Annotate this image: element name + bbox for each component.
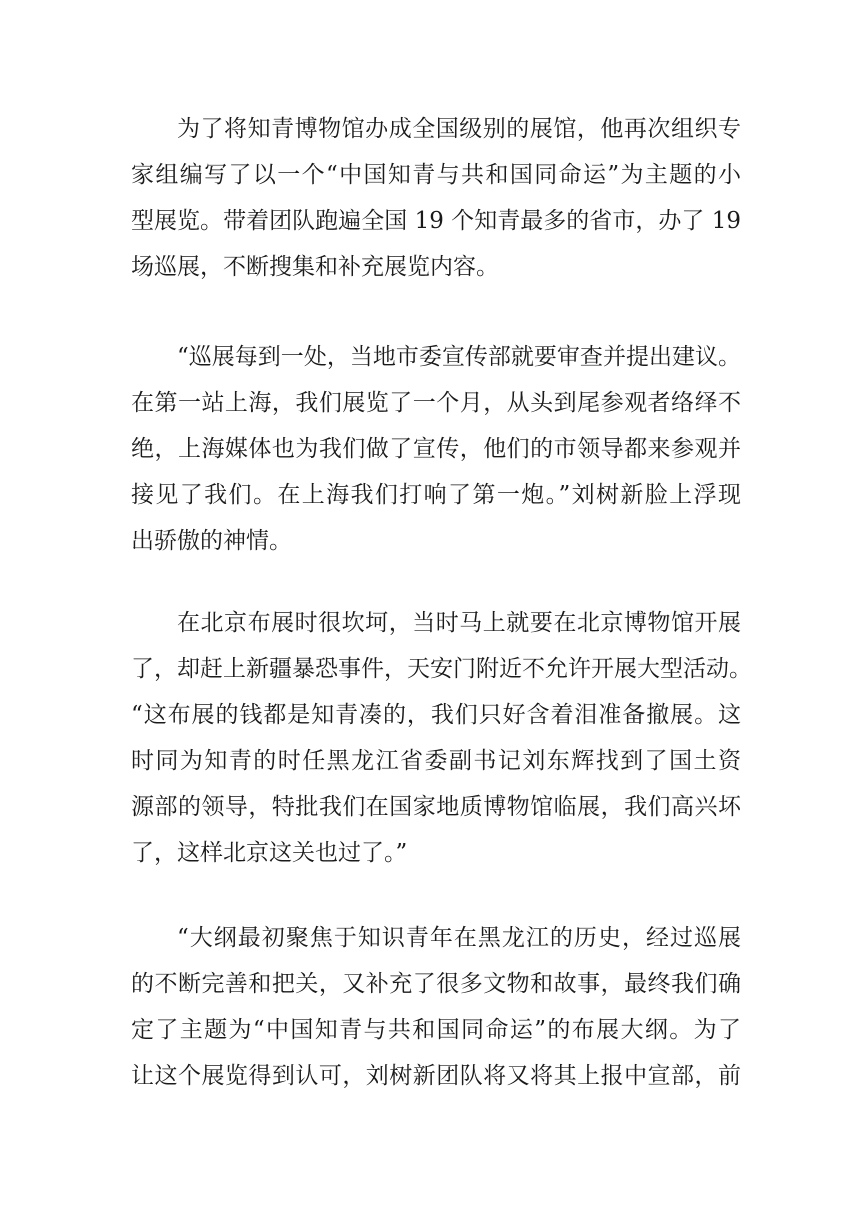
- paragraph-line: 接见了我们。在上海我们打响了第一炮。”刘树新脸上浮现: [131, 482, 741, 508]
- paragraph-line: 让这个展览得到认可，刘树新团队将又将其上报中宣部，前: [131, 1063, 741, 1089]
- paragraph-line: 了，却赶上新疆暴恐事件，天安门附近不允许开展大型活动。: [131, 656, 752, 682]
- paragraph-line: 定了主题为“中国知青与共和国同命运”的布展大纲。为了: [131, 1017, 741, 1043]
- paragraph-1: [131, 106, 741, 290]
- paragraph-line: 场巡展，不断搜集和补充展览内容。: [131, 254, 499, 280]
- paragraph-line: 的不断完善和把关，又补充了很多文物和故事，最终我们确: [131, 971, 741, 997]
- paragraph-line: “巡展每到一处，当地市委宣传部就要审查并提出建议。: [177, 344, 741, 370]
- paragraph-3: [131, 600, 752, 876]
- paragraph-line: 绝，上海媒体也为我们做了宣传，他们的市领导都来参观并: [131, 436, 741, 462]
- paragraph-line: 源部的领导，特批我们在国家地质博物馆临展，我们高兴坏: [131, 794, 741, 820]
- paragraph-line: 出骄傲的神情。: [131, 528, 292, 554]
- paragraph-line: “这布展的钱都是知青凑的，我们只好含着泪准备撤展。这: [131, 702, 741, 728]
- paragraph-line: 在北京布展时很坎坷，当时马上就要在北京博物馆开展: [177, 610, 741, 636]
- paragraph-4: [131, 915, 741, 1099]
- paragraph-line: 在第一站上海，我们展览了一个月，从头到尾参观者络绎不: [131, 390, 741, 416]
- paragraph-line: 时同为知青的时任黑龙江省委副书记刘东辉找到了国土资: [131, 748, 741, 774]
- paragraph-line: 家组编写了以一个“中国知青与共和国同命运”为主题的小: [131, 162, 741, 188]
- paragraph-line: 了，这样北京这关也过了。”: [131, 840, 408, 866]
- paragraph-line: “大纲最初聚焦于知识青年在黑龙江的历史，经过巡展: [177, 925, 741, 951]
- paragraph-line: 为了将知青博物馆办成全国级别的展馆，他再次组织专: [177, 116, 741, 142]
- paragraph-2: [131, 334, 741, 564]
- paragraph-line: 型展览。带着团队跑遍全国 19 个知青最多的省市，办了 19: [131, 208, 741, 234]
